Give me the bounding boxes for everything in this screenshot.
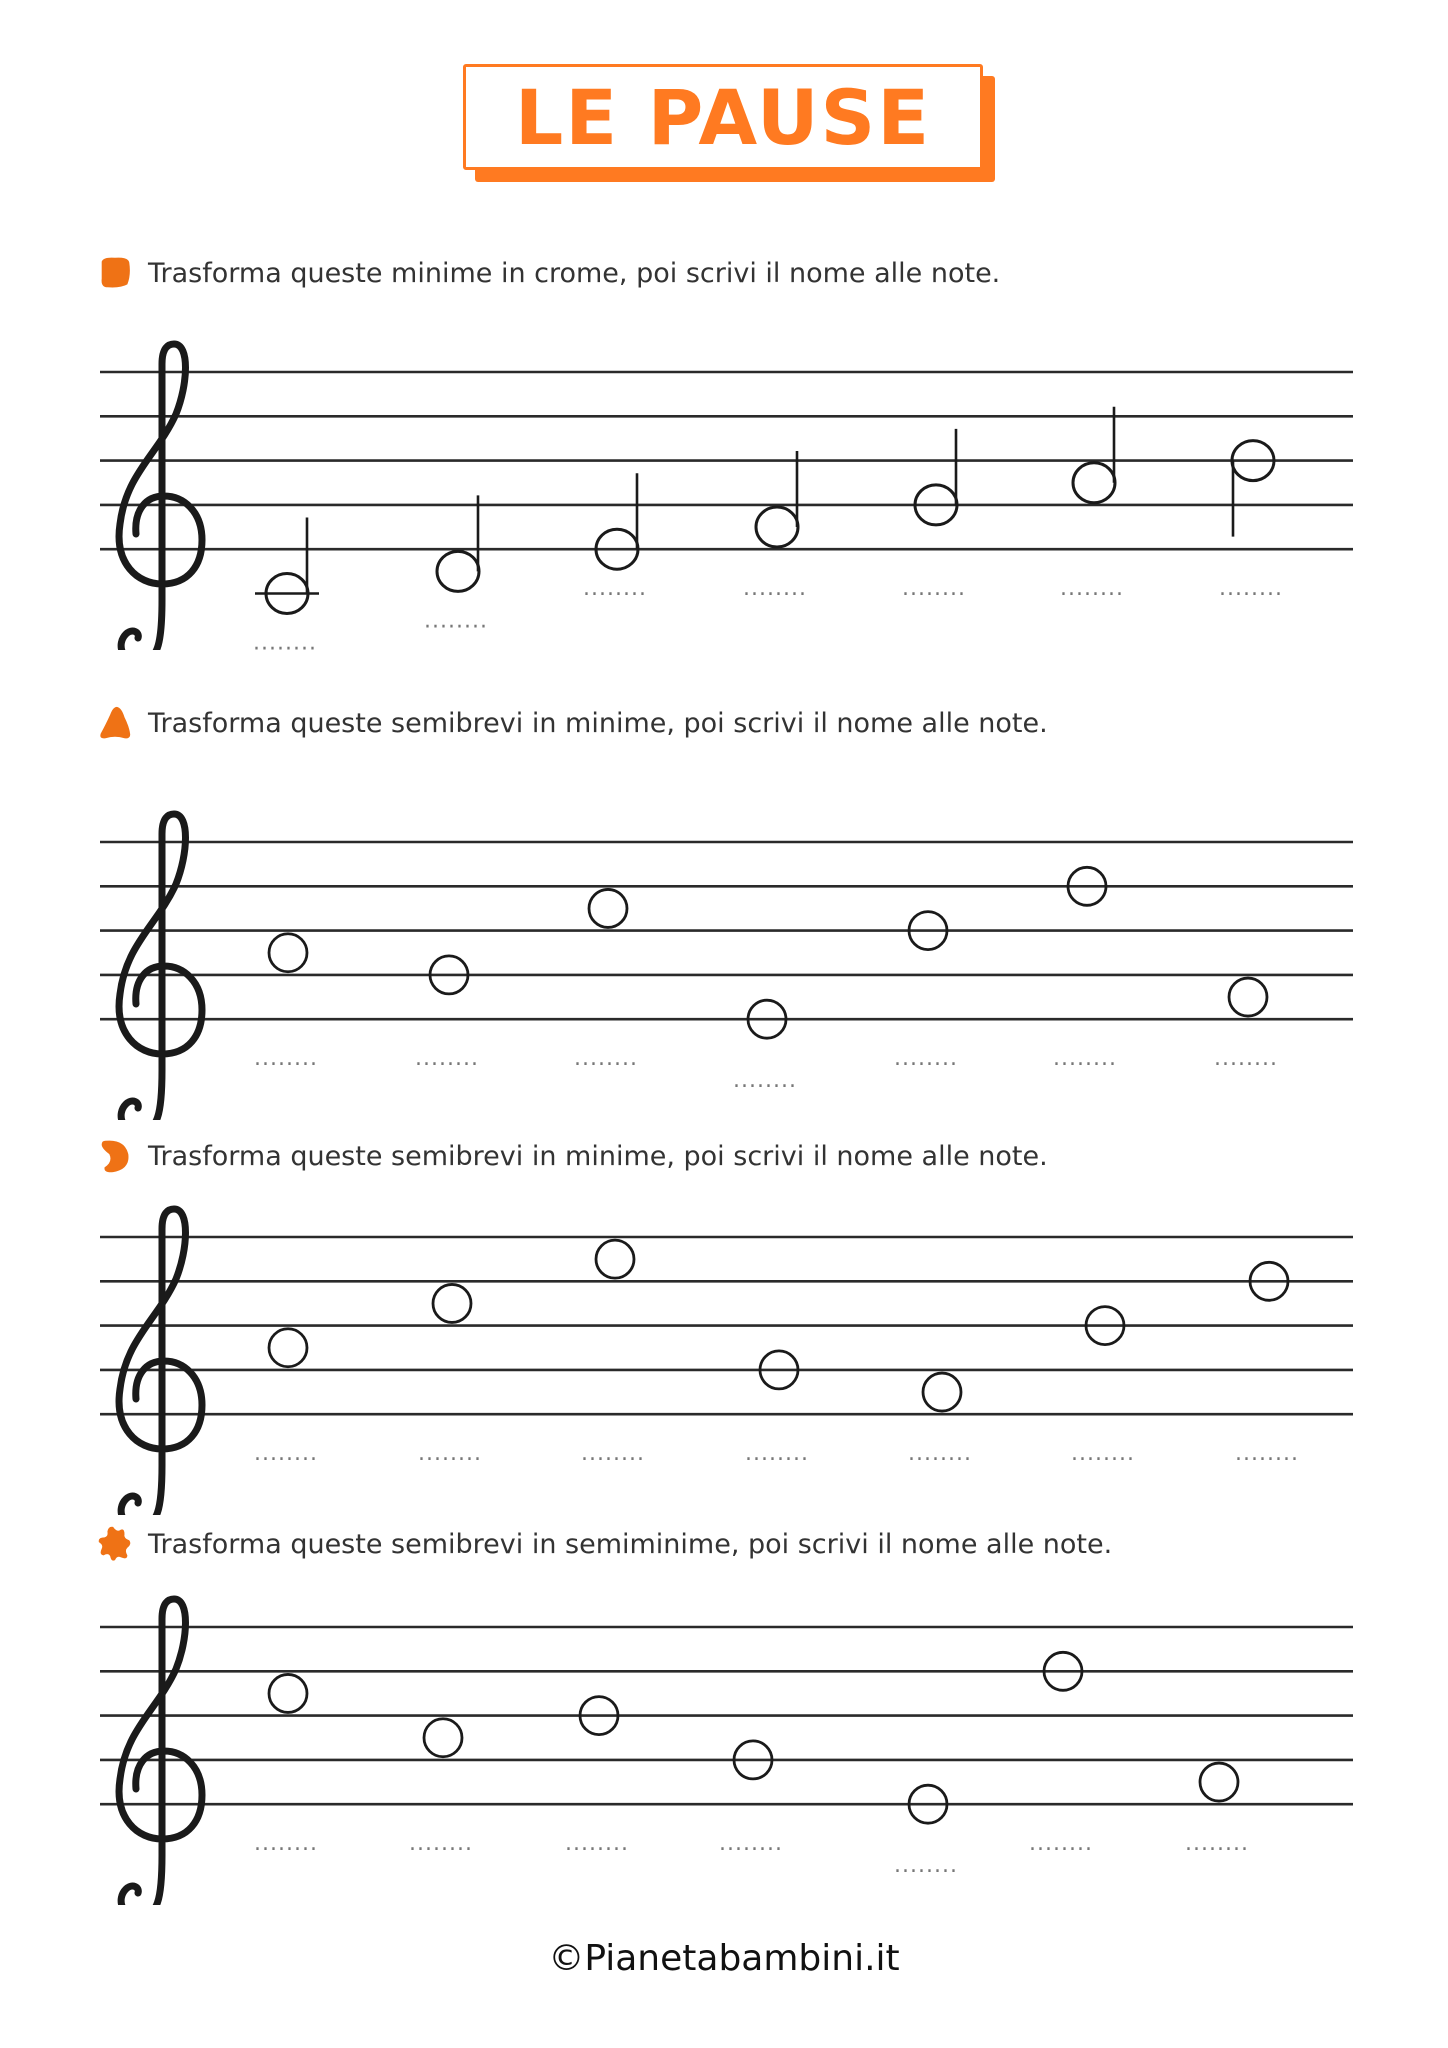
- orange-star-blob-icon: [96, 1525, 134, 1563]
- note-semibreve: [1229, 978, 1267, 1016]
- music-staff-2: [0, 800, 1448, 1120]
- instruction-text: Trasforma queste semibrevi in semiminime, poi scrivi il nome alle note.: [148, 1528, 1113, 1560]
- instruction-text: Trasforma queste minime in crome, poi scrivi il nome alle note.: [148, 257, 1001, 289]
- note-semibreve: [589, 889, 627, 927]
- answer-blank[interactable]: ........: [894, 1853, 958, 1879]
- answer-blank[interactable]: ........: [253, 630, 317, 650]
- instruction-1: [96, 254, 1000, 292]
- note-minima: [596, 473, 638, 569]
- treble-clef-icon: [119, 344, 202, 650]
- note-minima: [255, 518, 319, 614]
- answer-blank[interactable]: ........: [902, 576, 966, 602]
- music-staff-1: [0, 330, 1448, 650]
- note-minima: [1232, 441, 1274, 537]
- answer-blank[interactable]: ........: [1235, 1441, 1299, 1467]
- music-staff-4: [0, 1585, 1448, 1905]
- note-semibreve: [1200, 1763, 1238, 1801]
- note-semibreve: [923, 1373, 961, 1411]
- orange-triangle-blob-icon: [96, 704, 134, 742]
- note-semibreve: [424, 1719, 462, 1757]
- answer-blank[interactable]: ........: [254, 1831, 318, 1857]
- instruction-4: [96, 1525, 1112, 1563]
- treble-clef-icon: [119, 1209, 202, 1515]
- answer-blank[interactable]: ........: [1071, 1441, 1135, 1467]
- answer-blank[interactable]: ........: [581, 1441, 645, 1467]
- copyright-footer: ©Pianetabambini.it: [548, 1938, 900, 1979]
- answer-blank[interactable]: ........: [1060, 576, 1124, 602]
- instruction-3: [96, 1137, 1048, 1175]
- answer-blank[interactable]: ........: [409, 1831, 473, 1857]
- orange-bean-blob-icon: [96, 1137, 134, 1175]
- answer-blank[interactable]: ........: [1029, 1831, 1093, 1857]
- note-minima: [1073, 407, 1115, 503]
- answer-blank[interactable]: ........: [745, 1441, 809, 1467]
- answer-blank[interactable]: ........: [1053, 1046, 1117, 1072]
- note-semibreve: [269, 934, 307, 972]
- answer-blank[interactable]: ........: [1219, 576, 1283, 602]
- instruction-2: [96, 704, 1048, 742]
- note-minima: [437, 495, 479, 591]
- title-banner: [463, 64, 983, 170]
- answer-blank[interactable]: ........: [418, 1441, 482, 1467]
- answer-blank[interactable]: ........: [254, 1046, 318, 1072]
- orange-square-blob-icon: [96, 254, 134, 292]
- answer-blank[interactable]: ........: [743, 576, 807, 602]
- note-semibreve: [596, 1240, 634, 1278]
- answer-blank[interactable]: ........: [1214, 1046, 1278, 1072]
- music-staff-3: [0, 1195, 1448, 1515]
- answer-blank[interactable]: ........: [894, 1046, 958, 1072]
- answer-blank[interactable]: ........: [565, 1831, 629, 1857]
- title-box: [463, 64, 983, 170]
- treble-clef-icon: [119, 1599, 202, 1905]
- answer-blank[interactable]: ........: [1185, 1831, 1249, 1857]
- note-minima: [915, 429, 957, 525]
- note-semibreve: [269, 1674, 307, 1712]
- note-semibreve: [269, 1329, 307, 1367]
- instruction-text: Trasforma queste semibrevi in minime, poi scrivi il nome alle note.: [148, 707, 1048, 739]
- page-title: LE PAUSE: [514, 72, 932, 162]
- answer-blank[interactable]: ........: [415, 1046, 479, 1072]
- answer-blank[interactable]: ........: [254, 1441, 318, 1467]
- note-semibreve: [433, 1284, 471, 1322]
- answer-blank[interactable]: ........: [719, 1831, 783, 1857]
- answer-blank[interactable]: ........: [908, 1441, 972, 1467]
- note-minima: [756, 451, 798, 547]
- answer-blank[interactable]: ........: [424, 608, 488, 634]
- answer-blank[interactable]: ........: [574, 1046, 638, 1072]
- answer-blank[interactable]: ........: [733, 1068, 797, 1094]
- treble-clef-icon: [119, 814, 202, 1120]
- instruction-text: Trasforma queste semibrevi in minime, poi scrivi il nome alle note.: [148, 1140, 1048, 1172]
- answer-blank[interactable]: ........: [583, 576, 647, 602]
